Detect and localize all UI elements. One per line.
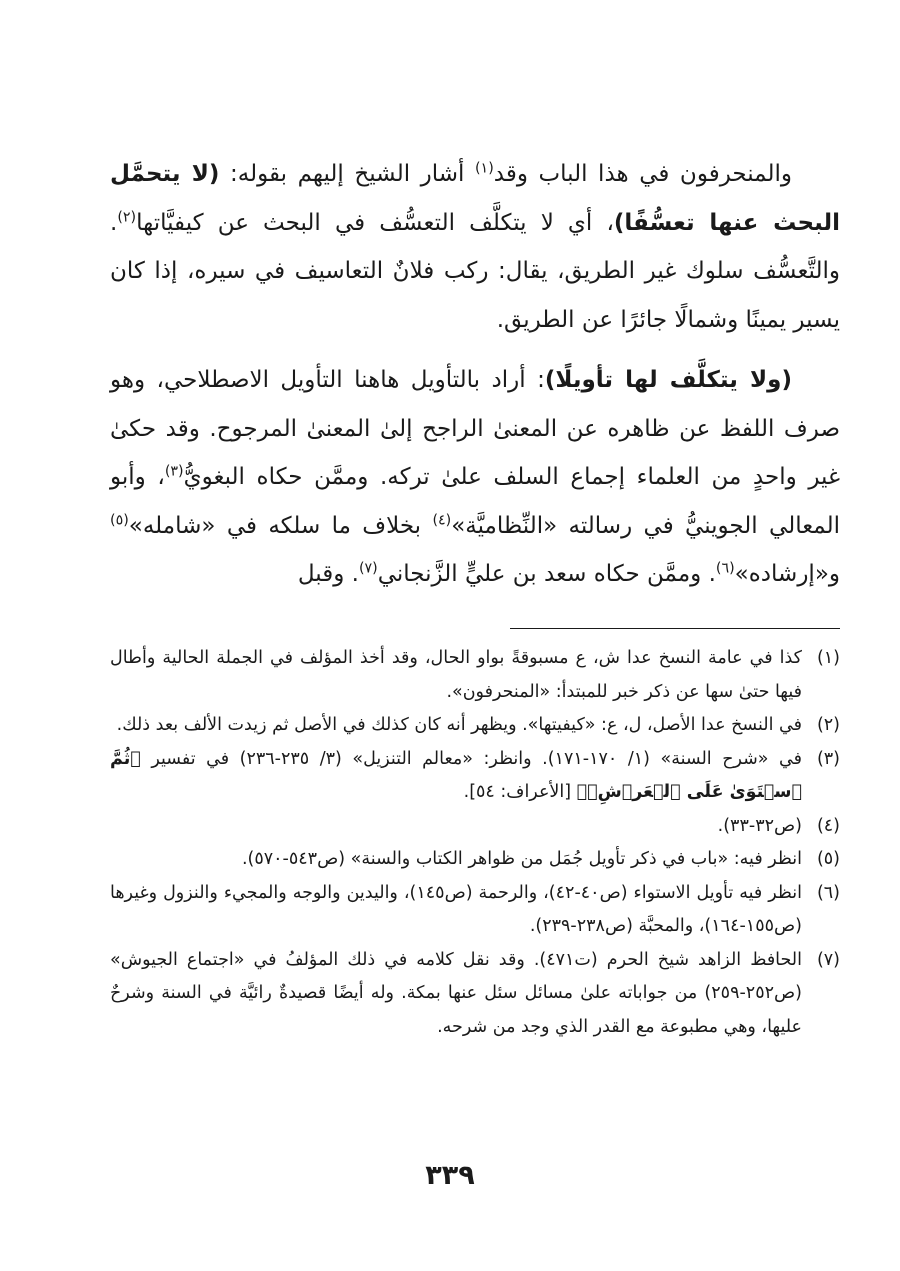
footnote-number: (٣) [816, 748, 840, 769]
footnote-number: (٧) [816, 949, 840, 970]
footnote-ref: (٣) [164, 463, 184, 480]
footnotes [110, 642, 840, 1044]
paragraph-text: بخلاف ما سلكه في «شامله» [128, 512, 433, 539]
footnote-item [110, 877, 840, 944]
footnote-number: (٤) [816, 815, 840, 836]
footnote-ref: (٥) [110, 511, 129, 528]
paragraph-text: ، وأبو المعالي الجوينيُّ في رسالته «النِّظاميَّة» [110, 464, 841, 539]
footnote-item [110, 642, 840, 709]
footnote-text-part: [الأعراف: ٥٤]. [463, 782, 577, 802]
footnote-text: الحافظ الزاهد شيخ الحرم (ت٤٧١). وقد نقل كلامه في ذلك المؤلفُ في «اجتماع الجيوش» (ص٢٥٢-٢٥٩) من جواباته علىٰ مسائل سئل عنها بمكة. وله أيضًا قصيدةٌ رائيَّة في السنة وشرحٌ عليها، وهي مطبوعة مع القدر الذي وجد من شرحه. [110, 949, 803, 1037]
footnote-item [110, 944, 840, 1045]
footnote-number: (٥) [816, 849, 840, 869]
paragraph-text: والمنحرفون في هذا الباب وقد [493, 161, 792, 187]
footnote-ref: (١) [474, 160, 494, 177]
paragraph-text: . وقبل [297, 561, 359, 587]
footnote-item [110, 843, 840, 877]
footnote-text-part: في «شرح السنة» (١/ ١٧٠-١٧١). وانظر: «معالم التنزيل» (٣/ ٢٣٥-٢٣٦) في تفسير [140, 748, 802, 769]
paragraph-text: . والتَّعسُّف سلوك غير الطريق، يقال: ركب فلانٌ التعاسيف في سيره، إذا كان يسير يمينًا وشمالًا جائرًا عن الطريق. [110, 209, 840, 333]
footnote-text [110, 743, 802, 810]
paragraph-1 [110, 150, 840, 344]
footnote-ref: (٧) [358, 560, 378, 577]
main-text [110, 150, 840, 599]
paragraph-text: ، أي لا يتكلَّف التعسُّف في البحث عن كيفيَّاتها [136, 209, 614, 236]
quoted-matn: (لا يتحمَّل البحث عنها تعسُّفًا) [110, 161, 840, 236]
footnote-number: (١) [816, 648, 840, 668]
footnote-separator [510, 628, 840, 629]
quran-verse: ﴿ثُمَّ ٱسۡتَوَىٰ عَلَى ٱلۡعَرۡشِۖ﴾ [110, 748, 802, 802]
paragraph-2 [110, 356, 840, 599]
paragraph-text: أشار الشيخ إليهم بقوله: [219, 161, 475, 187]
footnote-item [110, 743, 840, 810]
paragraph-text: . وممَّن حكاه سعد بن عليٍّ الزَّنجاني [377, 561, 716, 587]
footnote-text: كذا في عامة النسخ عدا ش، ع مسبوقةً بواو الحال، وقد أخذ المؤلف في الجملة الحالية وأطال فيها حتىٰ سها عن ذكر خبر للمبتدأ: «المنحرفون». [110, 648, 802, 702]
footnote-number: (٦) [816, 882, 840, 903]
quoted-matn: (ولا يتكلَّف لها تأويلًا) [544, 367, 792, 393]
footnote-text: انظر فيه: «باب في ذكر تأويل جُمَل من ظواهر الكتاب والسنة» (ص٥٤٣-٥٧٠). [241, 849, 802, 869]
footnote-number: (٢) [816, 715, 840, 735]
paragraph-text: و«إرشاده» [734, 561, 840, 587]
paragraph-text: : أراد بالتأويل هاهنا التأويل الاصطلاحي، وهو صرف اللفظ عن ظاهره عن المعنىٰ الراجح إلىٰ المعنىٰ المرجوح. وقد حكىٰ غير واحدٍ من العلماء إجماع السلف علىٰ تركه. وممَّن حكاه البغويُّ [110, 367, 840, 490]
page-number: ٣٣٩ [425, 1160, 475, 1191]
footnote-text: (ص٣٢-٣٣). [717, 815, 802, 836]
footnote-item [110, 810, 840, 844]
footnote-item [110, 709, 840, 743]
footnote-ref: (٢) [117, 208, 137, 225]
footnote-text: في النسخ عدا الأصل، ل، ع: «كيفيتها». ويظهر أنه كان كذلك في الأصل ثم زيدت الألف بعد ذلك. [116, 715, 802, 735]
footnote-ref: (٦) [715, 560, 735, 577]
footnote-ref: (٤) [432, 511, 452, 528]
footnote-text: انظر فيه تأويل الاستواء (ص٤٠-٤٢)، والرحمة (ص١٤٥)، واليدين والوجه والمجيء والنزول وغيرها (ص١٥٥-١٦٤)، والمحبَّة (ص٢٣٨-٢٣٩). [110, 882, 802, 936]
